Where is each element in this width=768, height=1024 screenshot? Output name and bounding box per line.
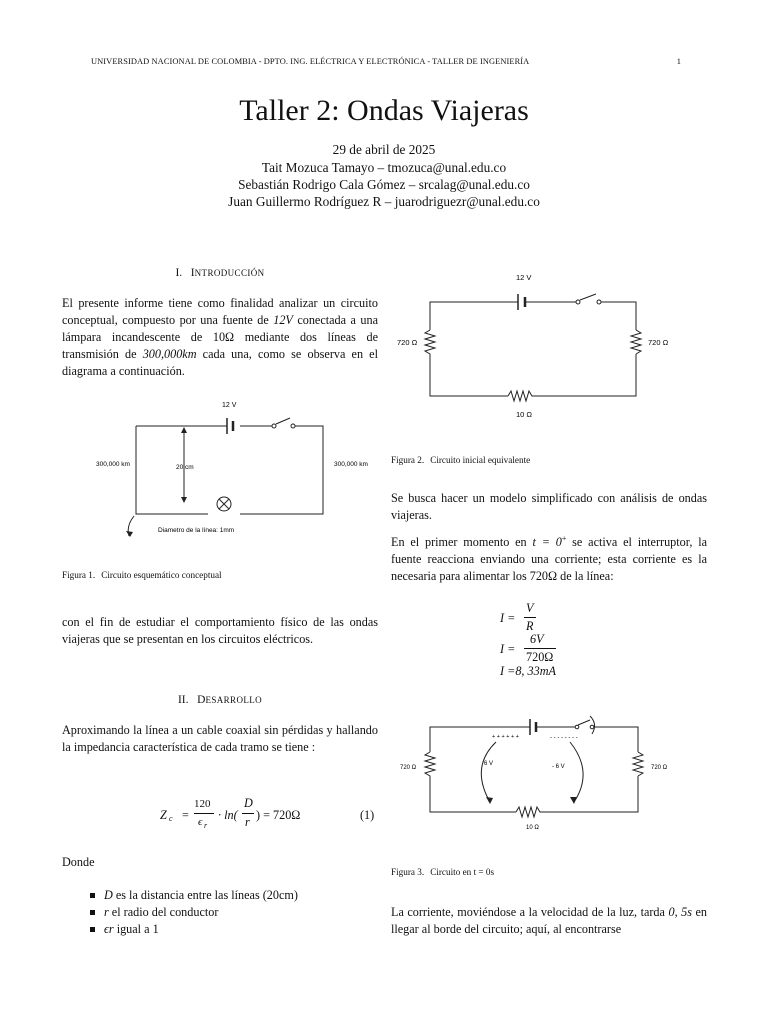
donde-label: Donde — [62, 855, 95, 869]
intro-paragraph-2: con el fin de estudiar el comportamiento físico de las ondas viajeras que se presentan en los circuitos eléctricos. — [62, 615, 378, 646]
list-item: ϵr igual a 1 — [90, 921, 380, 938]
fig2-r-bottom: 10 Ω — [516, 410, 533, 419]
fig3-r-right: 720 Ω — [651, 765, 668, 771]
figure-3-circuit-t0 — [394, 712, 684, 837]
author-2: Sebastián Rodrigo Cala Gómez – srcalag@unal.edu.co — [238, 177, 530, 192]
list-item: r el radio del conductor — [90, 904, 380, 921]
author-3: Juan Guillermo Rodríguez R – juarodriguezr@unal.edu.co — [228, 194, 540, 209]
fig3-r-left: 720 Ω — [400, 765, 417, 771]
fig1-voltage: 12 V — [222, 402, 237, 409]
fig3-r-bottom: 10 Ω — [526, 825, 539, 831]
bullet-list — [90, 887, 380, 938]
fig1-gap: 20 cm — [176, 464, 194, 471]
figure-1-conceptual-circuit — [90, 396, 380, 546]
fig1-right-length: 300,000 km — [334, 461, 368, 468]
running-header — [91, 57, 681, 66]
fig2-r-left: 720 Ω — [397, 338, 418, 347]
paper-date: 29 de abril de 2025 — [332, 142, 436, 157]
figure-2-caption: Figura 2. Circuito inicial equivalente — [391, 455, 531, 465]
figure-3-caption: Figura 3. Circuito en t = 0s — [391, 867, 495, 877]
fig3-minus: - - - - - - - - — [550, 735, 578, 741]
section-heading-desarrollo: II. DESARROLLO — [177, 694, 263, 706]
fig1-left-length: 300,000 km — [96, 461, 130, 468]
right-paragraph-3: La corriente, moviéndose a la velocidad de la luz, tarda 0, 5s en llegar al borde del circuito; aquí, al encontrarse — [391, 905, 707, 936]
right-paragraph-1: Se busca hacer un modelo simplificado con análisis de ondas viajeras. — [391, 491, 707, 522]
intro-paragraph: El presente informe tiene como finalidad analizar un circuito conceptual, compuesto por una fuente de 12V conectada a una lámpara incandescente de 10Ω mediante dos líneas de transmisión de 300,000km cada una, como se observa en el diagrama a continuación. — [62, 296, 378, 378]
list-item: D es la distancia entre las líneas (20cm) — [90, 887, 380, 904]
current-equations: I = V R I = 6V 720Ω I =8, 33mA — [500, 601, 556, 678]
author-1: Tait Mozuca Tamayo – tmozuca@unal.edu.co — [261, 160, 507, 175]
desarrollo-paragraph: Aproximando la línea a un cable coaxial sin pérdidas y hallando la impedancia característica de cada tramo se tiene : — [62, 723, 378, 754]
fig2-voltage: 12 V — [516, 273, 532, 282]
paper-title: Taller 2: Ondas Viajeras — [239, 94, 529, 127]
fig3-v-right: - 6 V — [552, 764, 565, 770]
right-paragraph-2: En el primer momento en t = 0+ se activa el interruptor, la fuente reacciona enviando una corriente; esta corriente es la necesaria para alimentar los 720Ω de la línea: — [391, 534, 707, 584]
running-title: UNIVERSIDAD NACIONAL DE COLOMBIA - DPTO. ING. ELÉCTRICA Y ELECTRÓNICA - TALLER DE INGENIERÍA — [91, 57, 530, 66]
figure-2-equivalent-circuit — [392, 270, 692, 425]
fig3-plus: + + + + + + — [492, 734, 519, 740]
equation-1: Z c = 120 ϵ r · ln( D r ) = 720Ω (1) — [160, 796, 375, 830]
fig3-v-left: 6 V — [484, 761, 494, 767]
page-number: 1 — [676, 57, 681, 66]
fig2-r-right: 720 Ω — [648, 338, 669, 347]
fig1-diameter: Diametro de la línea: 1mm — [158, 527, 235, 534]
section-heading-intro: I. INTRODUCCIÓN — [175, 267, 265, 279]
equation-1-number: (1) — [360, 808, 375, 822]
figure-1-caption: Figura 1. Circuito esquemático conceptual — [62, 570, 222, 580]
